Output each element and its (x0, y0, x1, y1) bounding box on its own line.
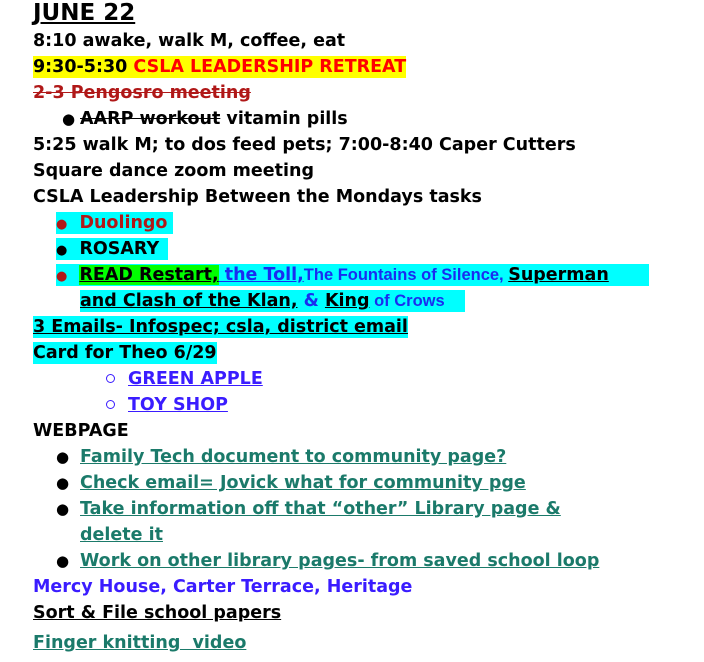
read-restart: READ Restart, (79, 265, 219, 285)
family-tech-link[interactable]: Family Tech document to community page? (80, 447, 507, 467)
book-crows: of Crows (369, 292, 445, 310)
page-title (33, 0, 135, 26)
duolingo-line (56, 212, 173, 234)
bullet-icon: ● (56, 448, 70, 466)
bullet-icon: ● (56, 552, 70, 570)
awake-text: 8:10 awake, walk M, coffee, eat (33, 31, 346, 51)
work-on-line[interactable] (80, 550, 599, 572)
retreat-line (33, 56, 406, 78)
webpage-heading: WEBPAGE (33, 421, 129, 441)
bullet-icon: ● (56, 217, 68, 232)
book-superman: Superman (508, 265, 609, 285)
aarp-line (80, 108, 348, 130)
read-line-2 (80, 290, 465, 312)
pengosro-text: 2-3 Pengosro meeting (33, 83, 251, 103)
toy-shop-link[interactable]: TOY SHOP (128, 395, 228, 415)
green-apple-line[interactable] (128, 368, 263, 390)
bullet-icon: ● (56, 500, 70, 518)
ampersand: & (297, 291, 325, 311)
sort-file-line (33, 602, 281, 624)
csla-tasks-line (33, 186, 482, 208)
walk-text: 5:25 walk M; to dos feed pets; 7:00-8:40 Caper Cutters (33, 135, 576, 155)
bullet-icon: ● (56, 269, 68, 284)
take-info-line[interactable] (80, 498, 561, 520)
work-on-link[interactable]: Work on other library pages- from saved school loop (80, 551, 600, 571)
book-the-toll[interactable]: the Toll, (218, 265, 304, 285)
circle-bullet-icon (106, 400, 115, 409)
duolingo-text: Duolingo (79, 213, 168, 233)
retreat-label: CSLA LEADERSHIP RETREAT (133, 57, 407, 77)
square-dance-line (33, 160, 314, 182)
retreat-time: 9:30-5:30 (33, 57, 134, 77)
toy-shop-line[interactable] (128, 394, 228, 416)
finger-knitting-line[interactable] (33, 632, 246, 654)
emails-text: 3 Emails- Infospec; csla, district email (33, 317, 408, 337)
square-dance-text: Square dance zoom meeting (33, 161, 314, 181)
webpage-line (33, 420, 129, 442)
mercy-text: Mercy House, Carter Terrace, Heritage (33, 577, 413, 597)
family-tech-line[interactable] (80, 446, 506, 468)
sort-file-text: Sort & File school papers (33, 603, 282, 623)
check-email-line[interactable] (80, 472, 526, 494)
delete-it-link[interactable]: delete it (80, 525, 163, 545)
pengosro-line (33, 82, 251, 104)
emails-line (33, 316, 408, 338)
mercy-line (33, 576, 412, 598)
awake-line (33, 30, 345, 52)
rosary-text: ROSARY (79, 239, 160, 259)
book-fountains: The Fountains of Silence, (303, 266, 509, 284)
green-apple-link[interactable]: GREEN APPLE (128, 369, 263, 389)
read-line (56, 264, 649, 286)
circle-bullet-icon (106, 374, 115, 383)
finger-knitting-link[interactable]: Finger knitting video (33, 633, 247, 653)
title-text: JUNE 22 (33, 0, 136, 26)
bullet-icon: ● (56, 474, 70, 492)
csla-tasks-text: CSLA Leadership Between the Mondays tasks (33, 187, 482, 207)
bullet-icon: ● (62, 110, 76, 128)
card-line (33, 342, 217, 364)
aarp-struck: AARP workout (80, 109, 221, 129)
take-info-link[interactable]: Take information off that “other” Library page & (80, 499, 561, 519)
book-king: King (324, 291, 370, 311)
take-info-line-2[interactable] (80, 524, 163, 546)
check-email-link[interactable]: Check email= Jovick what for community pge (80, 473, 526, 493)
card-text: Card for Theo 6/29 (33, 343, 217, 363)
bullet-icon: ● (56, 243, 68, 258)
rosary-line (56, 238, 168, 260)
walk-line (33, 134, 576, 156)
vitamin-text: vitamin pills (220, 109, 348, 129)
book-superman-cont: and Clash of the Klan, (80, 291, 298, 311)
